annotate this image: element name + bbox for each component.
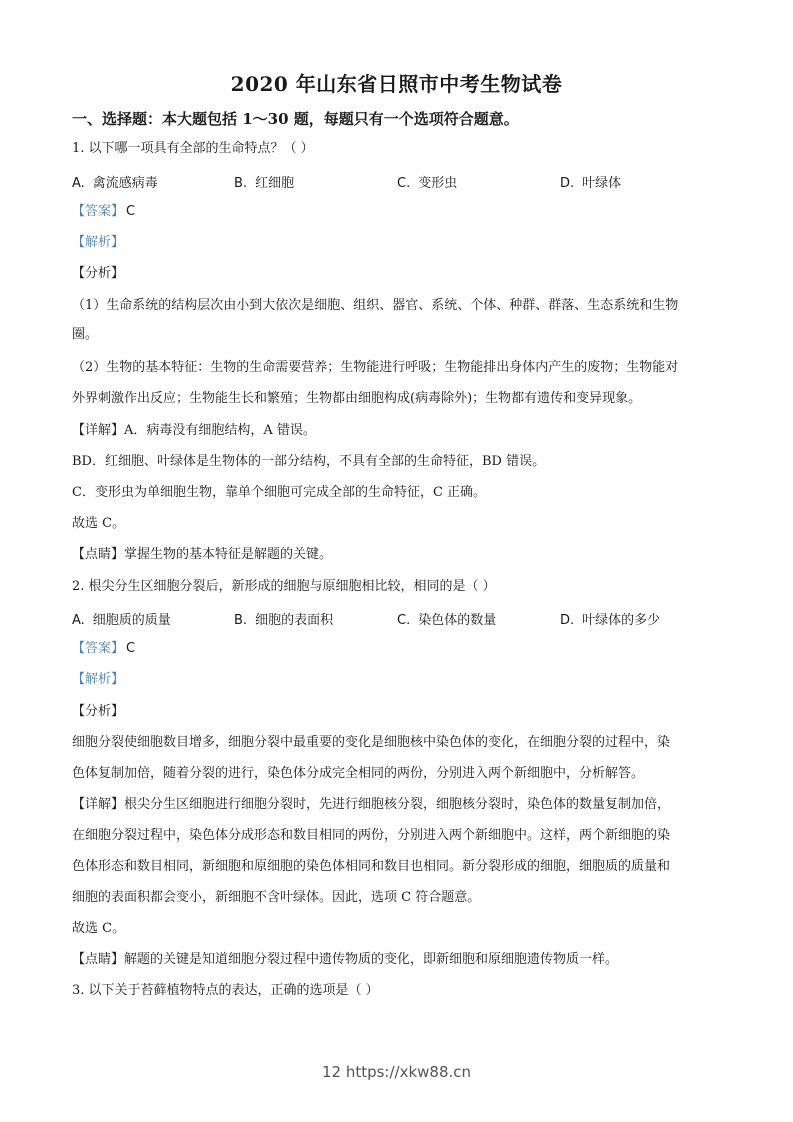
question-3-stem: 3. 以下关于苔藓植物特点的表达，正确的选项是（ ）	[72, 983, 379, 998]
option-b: B. 细胞的表面积	[234, 613, 334, 628]
analysis-label: 【解析】	[72, 672, 125, 687]
question-1-options	[72, 172, 732, 190]
option-a: A. 禽流感病毒	[72, 176, 158, 191]
answer-label: 【答案】	[72, 641, 125, 656]
detail-text: 【详解】根尖分生区细胞进行细胞分裂时，先进行细胞核分裂，细胞核分裂时，染色体的数量复制加倍，	[72, 797, 671, 812]
choose-text: 故选 C。	[72, 516, 126, 531]
answer-value: C	[126, 641, 136, 656]
detail-text: 细胞的表面积都会变小，新细胞不含叶绿体。因此，选项 C 符合题意。	[72, 890, 481, 905]
dianjing-text: 【点睛】解题的关键是知道细胞分裂过程中遗传物质的变化，即新细胞和原细胞遗传物质一样。	[72, 952, 619, 967]
page-title: 2020 年山东省日照市中考生物试卷	[230, 72, 563, 96]
fenxi-text: 圈。	[72, 327, 99, 342]
analysis-label: 【解析】	[72, 235, 125, 250]
page-footer: 12 https://xkw88.cn	[321, 1063, 472, 1081]
fenxi-text: （2）生物的基本特征：生物的生命需要营养；生物能进行呼吸；生物能排出身体内产生的废物；生物能对	[72, 360, 679, 375]
detail-text: BD．红细胞、叶绿体是生物体的一部分结构，不具有全部的生命特征，BD 错误。	[72, 454, 546, 469]
option-d: D. 叶绿体	[560, 176, 622, 191]
fenxi-text: （1）生命系统的结构层次由小到大依次是细胞、组织、器官、系统、个体、种群、群落、生态系统和生物	[72, 298, 679, 313]
answer-line	[72, 203, 135, 221]
fenxi-label: 【分析】	[72, 704, 125, 719]
answer-label: 【答案】	[72, 204, 125, 219]
fenxi-text: 细胞分裂使细胞数目增多，细胞分裂中最重要的变化是细胞核中染色体的变化，在细胞分裂的过程中，染	[72, 735, 671, 750]
question-2-stem: 2. 根尖分生区细胞分裂后，新形成的细胞与原细胞相比较，相同的是（ ）	[72, 579, 496, 594]
section-heading: 一、选择题：本大题包括 1～30 题，每题只有一个选项符合题意。	[72, 110, 519, 128]
answer-value: C	[126, 204, 136, 219]
fenxi-text: 外界刺激作出反应；生物能生长和繁殖；生物都由细胞构成(病毒除外)；生物都有遗传和变异现象。	[72, 391, 642, 406]
dianjing-text: 【点睛】掌握生物的基本特征是解题的关键。	[72, 547, 333, 562]
answer-line	[72, 640, 135, 658]
fenxi-text: 色体复制加倍，随着分裂的进行，染色体分成完全相同的两份，分别进入两个新细胞中，分析解答。	[72, 766, 645, 781]
detail-text: 【详解】A．病毒没有细胞结构，A 错误。	[72, 423, 316, 438]
detail-text: 在细胞分裂过程中，染色体分成形态和数目相同的两份，分别进入两个新细胞中。这样，两个新细胞的染	[72, 828, 671, 843]
option-a: A. 细胞质的质量	[72, 613, 171, 628]
choose-text: 故选 C。	[72, 921, 126, 936]
option-d: D. 叶绿体的多少	[560, 613, 661, 628]
detail-text: 色体形态和数目相同，新细胞和原细胞的染色体相同和数目也相同。新分裂形成的细胞，细胞质的质量和	[72, 859, 671, 874]
option-c: C. 变形虫	[397, 176, 458, 191]
question-1-stem: 1. 以下哪一项具有全部的生命特点？（ ）	[72, 141, 314, 156]
option-c: C. 染色体的数量	[397, 613, 497, 628]
detail-text: C．变形虫为单细胞生物，靠单个细胞可完成全部的生命特征，C 正确。	[72, 485, 487, 500]
option-b: B. 红细胞	[234, 176, 295, 191]
question-2-options	[72, 609, 732, 627]
fenxi-label: 【分析】	[72, 266, 125, 281]
